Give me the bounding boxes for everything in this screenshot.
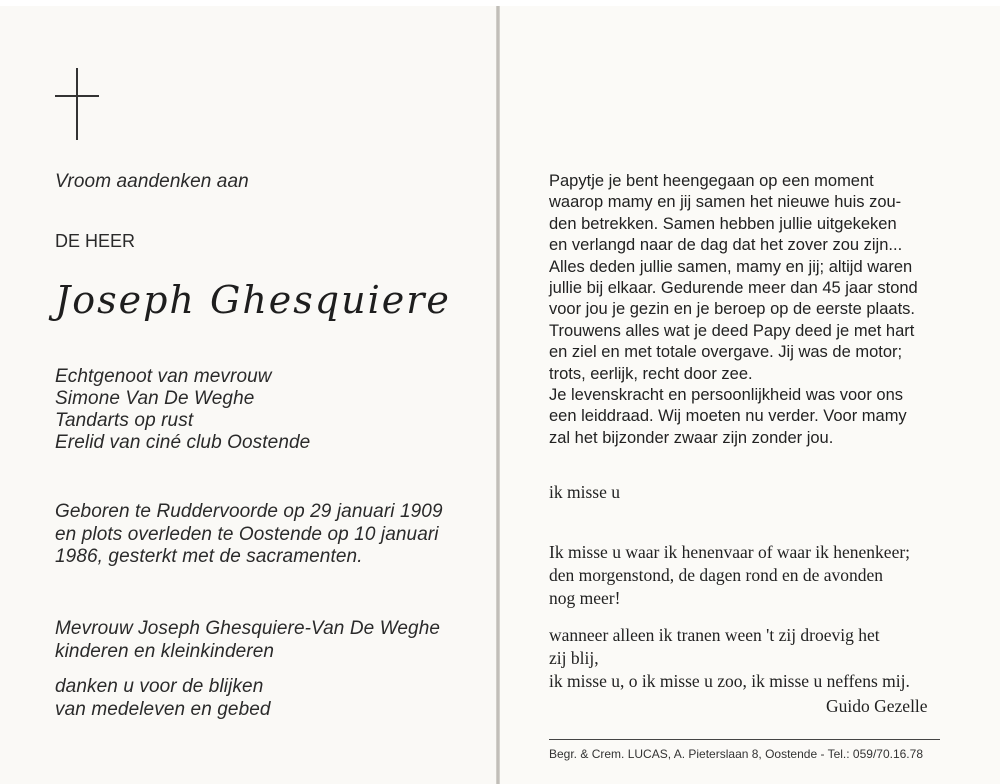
- poem-line: zij blij,: [549, 648, 599, 668]
- family-line: Mevrouw Joseph Ghesquiere-Van De Weghe: [55, 618, 441, 639]
- tribute-line: en ziel en met totale overgave. Jij was de motor;: [549, 343, 903, 362]
- card-fold: [496, 6, 500, 784]
- poem-line: den morgenstond, de dagen rond en de avonden: [549, 565, 884, 585]
- detail-line: Tandarts op rust: [55, 410, 194, 431]
- details-block: [55, 366, 310, 454]
- birth-death-block: [55, 501, 443, 569]
- poem-line: ik misse u, o ik misse u zoo, ik misse u neffens mij.: [549, 671, 910, 691]
- tribute-line: Trouwens alles wat je deed Papy deed je met hart: [549, 321, 915, 340]
- poem-line: Ik misse u waar ik henenvaar of waar ik henenkeer;: [549, 542, 911, 562]
- poem-stanza-2: [549, 624, 910, 693]
- intro-text: Vroom aandenken aan: [55, 171, 249, 192]
- thanks-line: danken u voor de blijken: [55, 676, 264, 697]
- tribute-line: Alles deden jullie samen, mamy en jij; altijd waren: [549, 257, 913, 276]
- footer-divider: [549, 739, 940, 740]
- tribute-line: Je levenskracht en persoonlijkheid was voor ons: [549, 386, 904, 405]
- tribute-line: voor jou je gezin en je beroep op de eerste plaats.: [549, 300, 915, 319]
- tribute-line: en verlangd naar de dag dat het zover zou zijn...: [549, 236, 903, 255]
- poem-stanza-1: [549, 541, 910, 610]
- poem-line: wanneer alleen ik tranen ween 't zij droevig het: [549, 625, 880, 645]
- footer-address: Begr. & Crem. LUCAS, A. Pieterslaan 8, Oostende - Tel.: 059/70.16.78: [549, 747, 923, 761]
- thanks-block: [55, 676, 271, 721]
- thanks-line: van medeleven en gebed: [55, 698, 271, 720]
- detail-line: Echtgenoot van mevrouw: [55, 366, 272, 387]
- birth-death-line: en plots overleden te Oostende op 10 januari: [55, 523, 439, 545]
- tribute-line: zal het bijzonder zwaar zijn zonder jou.: [549, 428, 834, 447]
- deceased-name: Joseph Ghesquiere: [55, 278, 451, 322]
- detail-line: Erelid van ciné club Oostende: [55, 432, 311, 453]
- family-line: kinderen en kleinkinderen: [55, 640, 275, 662]
- tribute-text: [549, 171, 941, 449]
- poem-line: nog meer!: [549, 588, 621, 608]
- birth-death-line: 1986, gesterkt met de sacramenten.: [55, 546, 363, 567]
- poem-author: Guido Gezelle: [826, 696, 928, 716]
- birth-death-line: Geboren te Ruddervoorde op 29 januari 1909: [55, 501, 443, 522]
- tribute-line: een leiddraad. Wij moeten nu verder. Voor mamy: [549, 407, 907, 426]
- tribute-line: trots, eerlijk, recht door zee.: [549, 364, 753, 383]
- tribute-line: waarop mamy en jij samen het nieuwe huis zou-: [549, 193, 902, 212]
- tribute-line: den betrekken. Samen hebben jullie uitgekeken: [549, 214, 897, 233]
- tribute-line: Papytje je bent heengegaan op een moment: [549, 172, 874, 190]
- tribute-line: jullie bij elkaar. Gedurende meer dan 45 jaar stond: [549, 279, 918, 298]
- family-block: [55, 618, 440, 663]
- cross-icon: [55, 68, 99, 140]
- title-text: DE HEER: [55, 231, 136, 251]
- detail-line: Simone Van De Weghe: [55, 388, 255, 409]
- poem-title: ik misse u: [549, 482, 620, 502]
